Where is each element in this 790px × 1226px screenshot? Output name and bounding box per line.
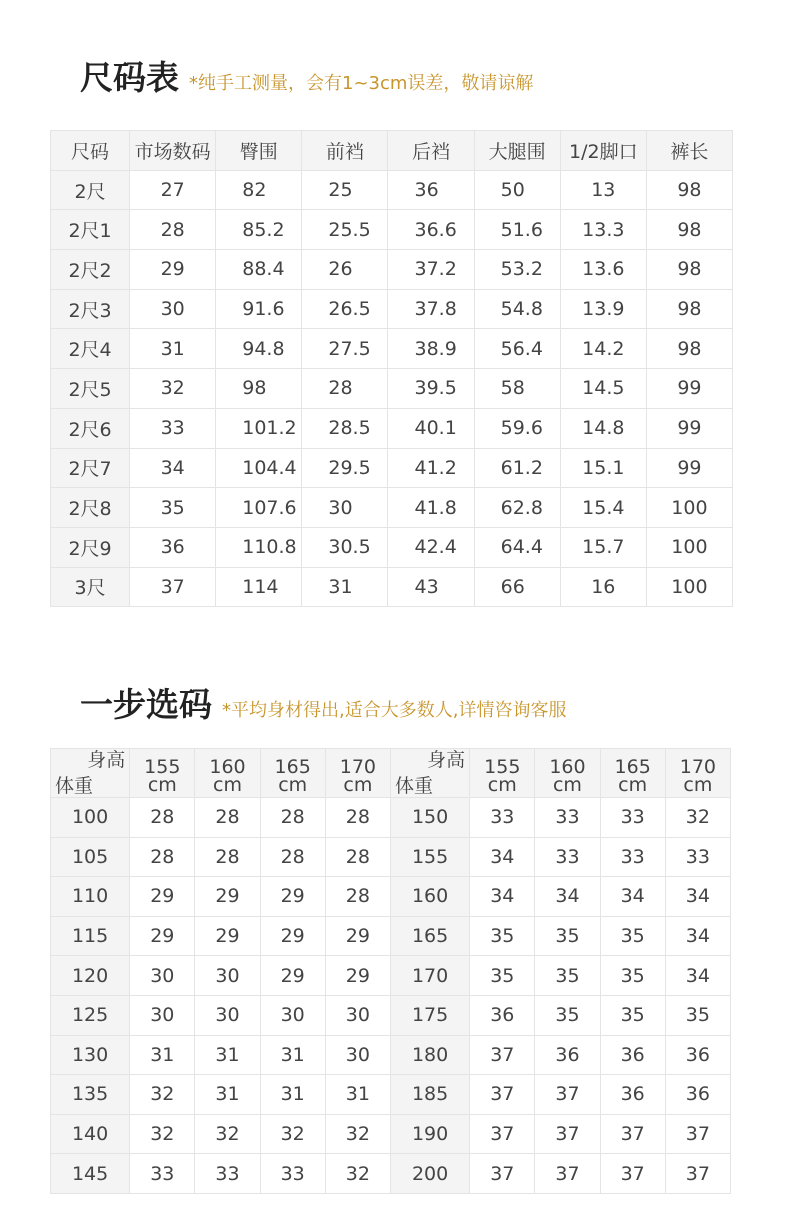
- table-cell: 29: [260, 956, 325, 996]
- table-row: [51, 877, 731, 917]
- table-cell: 15.1: [560, 448, 646, 488]
- table-cell: 30.5: [302, 527, 388, 567]
- table-cell: 13.3: [560, 210, 646, 250]
- height-header: [600, 749, 665, 798]
- height-unit: cm: [552, 774, 582, 796]
- table-cell: 33: [260, 1154, 325, 1194]
- table-cell: 27: [130, 170, 216, 210]
- height-unit: cm: [213, 774, 242, 796]
- column-header: 前裆: [302, 131, 388, 171]
- table-cell: 100: [646, 488, 732, 528]
- table-cell: 29: [130, 877, 195, 917]
- table-row: [51, 798, 731, 838]
- table-cell: 28.5: [302, 408, 388, 448]
- height-value: 155: [484, 756, 521, 778]
- table-cell: 37: [535, 1154, 600, 1194]
- height-value: 170: [339, 756, 376, 778]
- table-row: [51, 329, 733, 369]
- table-row: [51, 1075, 731, 1115]
- table-cell: 28: [325, 877, 390, 917]
- table-cell: 28: [130, 210, 216, 250]
- weight-cell: 125: [51, 995, 130, 1035]
- table-cell: 36: [130, 527, 216, 567]
- table-cell: 58: [474, 369, 560, 409]
- table-cell: 100: [646, 567, 732, 607]
- table-cell: 29: [325, 916, 390, 956]
- table-cell: 32: [130, 369, 216, 409]
- weight-cell: 120: [51, 956, 130, 996]
- table-cell: 35: [600, 956, 665, 996]
- table-cell: 34: [665, 877, 730, 917]
- table-cell: 28: [195, 798, 260, 838]
- weight-cell: 135: [51, 1075, 130, 1115]
- table-cell: 30: [130, 956, 195, 996]
- table-cell: 29: [195, 916, 260, 956]
- table-cell: 35: [665, 995, 730, 1035]
- table-cell: 36: [665, 1035, 730, 1075]
- table-cell: 37: [665, 1114, 730, 1154]
- size-label-cell: 2尺4: [51, 329, 130, 369]
- height-header: [325, 749, 390, 798]
- table-cell: 28: [260, 837, 325, 877]
- table-cell: 15.7: [560, 527, 646, 567]
- fit-guide-note: *平均身材得出,适合大多数人,详情咨询客服: [222, 700, 567, 721]
- column-header: 大腿围: [474, 131, 560, 171]
- size-label-cell: 2尺7: [51, 448, 130, 488]
- size-label-cell: 2尺2: [51, 250, 130, 290]
- table-cell: 30: [195, 956, 260, 996]
- table-cell: 37: [470, 1035, 535, 1075]
- table-cell: 35: [470, 916, 535, 956]
- height-label: 身高: [427, 749, 466, 771]
- table-row: [51, 369, 733, 409]
- size-chart-title-block: [80, 52, 533, 99]
- height-value: 170: [679, 756, 716, 778]
- table-cell: 13.6: [560, 250, 646, 290]
- table-cell: 34: [535, 877, 600, 917]
- table-cell: 26: [302, 250, 388, 290]
- table-cell: 37: [130, 567, 216, 607]
- table-cell: 104.4: [216, 448, 302, 488]
- weight-cell: 160: [390, 877, 469, 917]
- table-cell: 28: [325, 837, 390, 877]
- table-cell: 37: [470, 1154, 535, 1194]
- table-cell: 28: [260, 798, 325, 838]
- weight-cell: 140: [51, 1114, 130, 1154]
- table-cell: 99: [646, 448, 732, 488]
- table-row: [51, 916, 731, 956]
- table-cell: 100: [646, 527, 732, 567]
- table-cell: 28: [195, 837, 260, 877]
- table-cell: 35: [130, 488, 216, 528]
- table-cell: 29: [260, 877, 325, 917]
- weight-cell: 190: [390, 1114, 469, 1154]
- table-cell: 28: [130, 837, 195, 877]
- table-cell: 33: [535, 837, 600, 877]
- weight-cell: 175: [390, 995, 469, 1035]
- table-cell: 32: [130, 1075, 195, 1115]
- table-cell: 35: [535, 916, 600, 956]
- table-cell: 66: [474, 567, 560, 607]
- table-cell: 35: [600, 916, 665, 956]
- table-cell: 29.5: [302, 448, 388, 488]
- column-header: 臀围: [216, 131, 302, 171]
- table-cell: 25: [302, 170, 388, 210]
- table-cell: 98: [646, 250, 732, 290]
- table-cell: 36: [600, 1075, 665, 1115]
- table-cell: 35: [600, 995, 665, 1035]
- table-row: [51, 1154, 731, 1194]
- table-cell: 64.4: [474, 527, 560, 567]
- table-cell: 36.6: [388, 210, 474, 250]
- weight-cell: 170: [390, 956, 469, 996]
- table-cell: 29: [325, 956, 390, 996]
- height-value: 165: [274, 756, 311, 778]
- table-cell: 99: [646, 369, 732, 409]
- table-cell: 98: [646, 289, 732, 329]
- table-cell: 28: [325, 798, 390, 838]
- height-header: [470, 749, 535, 798]
- table-cell: 25.5: [302, 210, 388, 250]
- table-cell: 29: [130, 916, 195, 956]
- height-unit: cm: [487, 774, 517, 796]
- table-row: [51, 289, 733, 329]
- table-cell: 30: [325, 995, 390, 1035]
- weight-cell: 200: [390, 1154, 469, 1194]
- table-cell: 30: [260, 995, 325, 1035]
- height-header: [260, 749, 325, 798]
- table-row: [51, 1114, 731, 1154]
- table-row: [51, 995, 731, 1035]
- table-cell: 29: [195, 877, 260, 917]
- column-header: 裤长: [646, 131, 732, 171]
- table-cell: 36: [535, 1035, 600, 1075]
- size-label-cell: 2尺8: [51, 488, 130, 528]
- height-header: [665, 749, 730, 798]
- table-cell: 13: [560, 170, 646, 210]
- table-cell: 98: [646, 210, 732, 250]
- weight-cell: 165: [390, 916, 469, 956]
- table-cell: 37: [665, 1154, 730, 1194]
- size-label-cell: 2尺3: [51, 289, 130, 329]
- table-cell: 31: [195, 1035, 260, 1075]
- height-unit: cm: [343, 774, 373, 796]
- weight-label: 体重: [394, 775, 433, 797]
- height-value: 155: [144, 756, 181, 778]
- table-cell: 32: [665, 798, 730, 838]
- table-cell: 15.4: [560, 488, 646, 528]
- table-cell: 37: [470, 1114, 535, 1154]
- table-row: [51, 170, 733, 210]
- table-cell: 33: [470, 798, 535, 838]
- table-cell: 82: [216, 170, 302, 210]
- table-cell: 99: [646, 408, 732, 448]
- table-cell: 38.9: [388, 329, 474, 369]
- size-label-cell: 2尺5: [51, 369, 130, 409]
- table-row: [51, 210, 733, 250]
- table-cell: 29: [130, 250, 216, 290]
- table-cell: 53.2: [474, 250, 560, 290]
- table-cell: 85.2: [216, 210, 302, 250]
- fit-guide-header-row: [51, 749, 731, 798]
- table-cell: 31: [260, 1075, 325, 1115]
- size-chart-header-row: [51, 131, 733, 171]
- weight-cell: 180: [390, 1035, 469, 1075]
- table-cell: 114: [216, 567, 302, 607]
- table-cell: 14.5: [560, 369, 646, 409]
- table-cell: 62.8: [474, 488, 560, 528]
- table-cell: 41.8: [388, 488, 474, 528]
- table-cell: 34: [665, 956, 730, 996]
- table-cell: 35: [535, 995, 600, 1035]
- fit-guide-table: [50, 748, 731, 1194]
- table-cell: 32: [195, 1114, 260, 1154]
- table-cell: 42.4: [388, 527, 474, 567]
- table-cell: 36: [470, 995, 535, 1035]
- corner-header: [390, 749, 469, 798]
- table-cell: 98: [646, 170, 732, 210]
- table-cell: 37.8: [388, 289, 474, 329]
- weight-cell: 150: [390, 798, 469, 838]
- table-cell: 51.6: [474, 210, 560, 250]
- table-cell: 30: [302, 488, 388, 528]
- table-cell: 33: [195, 1154, 260, 1194]
- corner-header: [51, 749, 130, 798]
- weight-cell: 115: [51, 916, 130, 956]
- table-cell: 34: [470, 877, 535, 917]
- table-cell: 36: [600, 1035, 665, 1075]
- table-cell: 37: [600, 1114, 665, 1154]
- table-row: [51, 1035, 731, 1075]
- table-row: [51, 408, 733, 448]
- height-header: [535, 749, 600, 798]
- height-header: [130, 749, 195, 798]
- table-row: [51, 250, 733, 290]
- table-cell: 31: [325, 1075, 390, 1115]
- height-value: 160: [209, 756, 246, 778]
- table-cell: 91.6: [216, 289, 302, 329]
- table-cell: 32: [260, 1114, 325, 1154]
- table-row: [51, 837, 731, 877]
- table-row: [51, 567, 733, 607]
- height-label: 身高: [87, 749, 126, 771]
- table-cell: 16: [560, 567, 646, 607]
- table-row: [51, 488, 733, 528]
- table-cell: 33: [535, 798, 600, 838]
- height-unit: cm: [278, 774, 308, 796]
- table-row: [51, 956, 731, 996]
- table-cell: 32: [325, 1114, 390, 1154]
- size-label-cell: 3尺: [51, 567, 130, 607]
- table-cell: 31: [195, 1075, 260, 1115]
- table-cell: 56.4: [474, 329, 560, 369]
- table-cell: 37: [535, 1075, 600, 1115]
- table-cell: 29: [260, 916, 325, 956]
- column-header: 后裆: [388, 131, 474, 171]
- table-cell: 35: [535, 956, 600, 996]
- size-label-cell: 2尺9: [51, 527, 130, 567]
- fit-guide-title-block: [80, 679, 566, 726]
- height-unit: cm: [683, 774, 713, 796]
- table-cell: 33: [130, 1154, 195, 1194]
- size-chart-note: *纯手工测量，会有1~3cm误差，敬请谅解: [189, 73, 534, 94]
- size-label-cell: 2尺1: [51, 210, 130, 250]
- table-cell: 13.9: [560, 289, 646, 329]
- table-cell: 33: [665, 837, 730, 877]
- table-cell: 31: [130, 1035, 195, 1075]
- weight-cell: 185: [390, 1075, 469, 1115]
- table-cell: 14.2: [560, 329, 646, 369]
- weight-cell: 155: [390, 837, 469, 877]
- table-cell: 32: [130, 1114, 195, 1154]
- weight-cell: 145: [51, 1154, 130, 1194]
- table-cell: 40.1: [388, 408, 474, 448]
- table-row: [51, 527, 733, 567]
- table-cell: 26.5: [302, 289, 388, 329]
- weight-cell: 100: [51, 798, 130, 838]
- weight-cell: 130: [51, 1035, 130, 1075]
- table-cell: 41.2: [388, 448, 474, 488]
- table-cell: 50: [474, 170, 560, 210]
- table-cell: 37.2: [388, 250, 474, 290]
- column-header: 1/2脚口: [560, 131, 646, 171]
- height-value: 165: [614, 756, 651, 778]
- weight-label: 体重: [55, 775, 94, 797]
- size-chart-table: [50, 130, 733, 607]
- table-cell: 34: [600, 877, 665, 917]
- table-cell: 54.8: [474, 289, 560, 329]
- weight-cell: 110: [51, 877, 130, 917]
- fit-guide-title: 一步选码: [80, 685, 212, 724]
- table-cell: 43: [388, 567, 474, 607]
- table-cell: 30: [195, 995, 260, 1035]
- table-cell: 33: [600, 837, 665, 877]
- table-cell: 33: [130, 408, 216, 448]
- table-cell: 36: [665, 1075, 730, 1115]
- table-cell: 30: [130, 289, 216, 329]
- size-chart-title: 尺码表: [80, 58, 179, 97]
- table-cell: 101.2: [216, 408, 302, 448]
- table-cell: 34: [665, 916, 730, 956]
- table-cell: 98: [216, 369, 302, 409]
- size-label-cell: 2尺6: [51, 408, 130, 448]
- table-cell: 28: [302, 369, 388, 409]
- table-cell: 37: [470, 1075, 535, 1115]
- table-cell: 14.8: [560, 408, 646, 448]
- table-cell: 59.6: [474, 408, 560, 448]
- table-cell: 88.4: [216, 250, 302, 290]
- table-cell: 98: [646, 329, 732, 369]
- table-cell: 33: [600, 798, 665, 838]
- column-header: 尺码: [51, 131, 130, 171]
- table-cell: 27.5: [302, 329, 388, 369]
- table-cell: 61.2: [474, 448, 560, 488]
- table-cell: 110.8: [216, 527, 302, 567]
- height-header: [195, 749, 260, 798]
- table-cell: 31: [302, 567, 388, 607]
- table-cell: 94.8: [216, 329, 302, 369]
- height-value: 160: [549, 756, 586, 778]
- column-header: 市场数码: [130, 131, 216, 171]
- height-unit: cm: [618, 774, 648, 796]
- table-cell: 34: [130, 448, 216, 488]
- weight-cell: 105: [51, 837, 130, 877]
- table-cell: 107.6: [216, 488, 302, 528]
- table-cell: 28: [130, 798, 195, 838]
- table-cell: 30: [130, 995, 195, 1035]
- table-cell: 37: [535, 1114, 600, 1154]
- table-cell: 37: [600, 1154, 665, 1194]
- table-cell: 31: [130, 329, 216, 369]
- table-cell: 32: [325, 1154, 390, 1194]
- height-unit: cm: [147, 774, 177, 796]
- table-cell: 31: [260, 1035, 325, 1075]
- table-cell: 30: [325, 1035, 390, 1075]
- table-cell: 35: [470, 956, 535, 996]
- table-row: [51, 448, 733, 488]
- table-cell: 39.5: [388, 369, 474, 409]
- table-cell: 34: [470, 837, 535, 877]
- table-cell: 36: [388, 170, 474, 210]
- size-label-cell: 2尺: [51, 170, 130, 210]
